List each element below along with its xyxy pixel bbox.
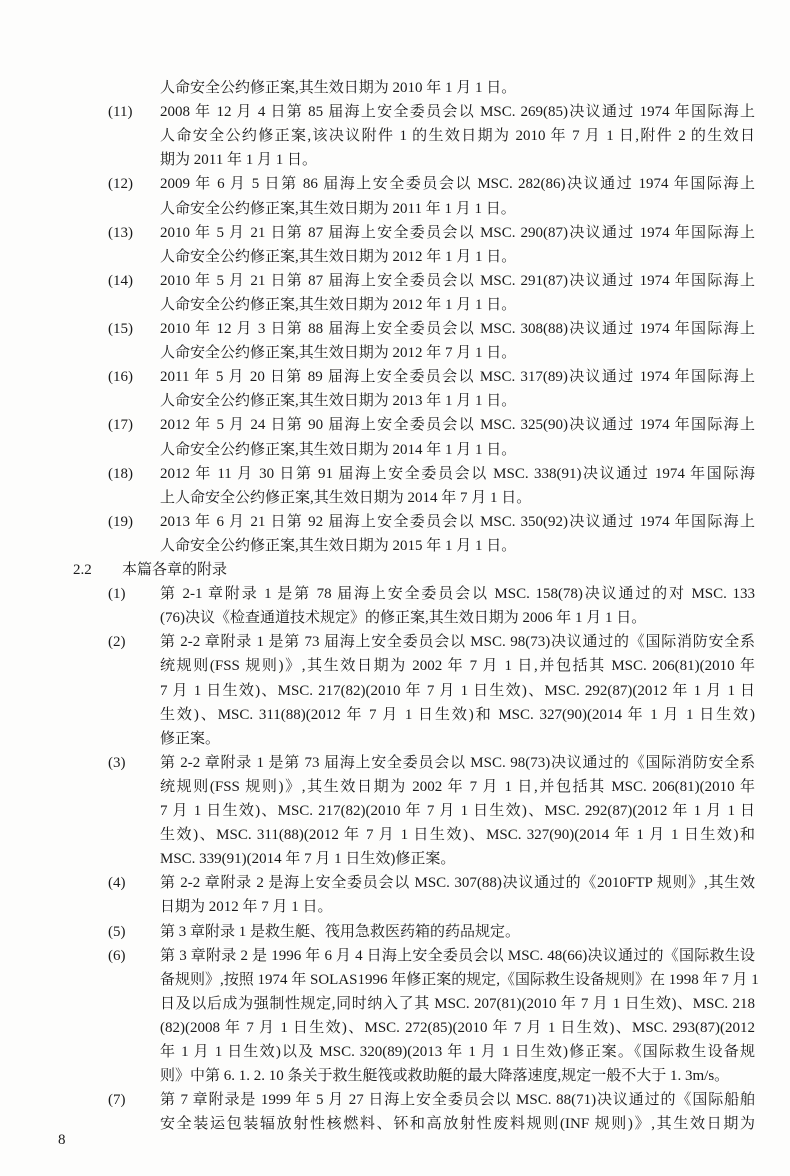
amendment-text-line: 2013 年 6 月 21 日第 92 届海上安全委员会以 MSC. 350(92)决议通过 1974 年国际海上 [160,513,755,530]
appendix-number: (7) [108,1092,126,1109]
amendment-text-line: 人命安全公约修正案,该决议附件 1 的生效日期为 2010 年 7 月 1 日,附件 2 的生效日 [160,128,755,145]
appendix-text-line: 备规则》,按照 1974 年 SOLAS1996 年修正案的规定,《国际救生设备规则》在 1998 年 7 月 1 [160,971,759,988]
page-number: 8 [58,1132,66,1148]
appendix-text-line: 7 月 1 日生效)、MSC. 217(82)(2010 年 7 月 1 日生效)、MSC. 292(87)(2012 年 1 月 1 日 [160,682,755,699]
appendix-text-line: 统规则(FSS 规则)》,其生效日期为 2002 年 7 月 1 日,并包括其 MSC. 206(81)(2010 年 [160,658,755,675]
appendix-text-line: 生效)、MSC. 311(88)(2012 年 7 月 1 日生效)、MSC. 327(90)(2014 年 1 月 1 日生效)和 [160,827,755,844]
appendix-text-line: 年 1 月 1 日生效)以及 MSC. 320(89)(2013 年 1 月 1 日生效)修正案。《国际救生设备规 [160,1044,755,1060]
amendment-text-line: 2011 年 5 月 20 日第 89 届海上安全委员会以 MSC. 317(89)决议通过 1974 年国际海上 [160,369,755,386]
amendment-text-line: 人命安全公约修正案,其生效日期为 2012 年 1 月 1 日。 [160,296,517,313]
amendment-text-line: 2010 年 5 月 21 日第 87 届海上安全委员会以 MSC. 291(87)决议通过 1974 年国际海上 [160,272,755,289]
amendment-number: (12) [108,176,133,193]
appendix-text-line: 统规则(FSS 规则)》,其生效日期为 2002 年 7 月 1 日,并包括其 MSC. 206(81)(2010 年 [160,778,755,795]
amendment-number: (11) [108,104,133,121]
appendix-text-line: (82)(2008 年 7 月 1 日生效)、MSC. 272(85)(2010 年 7 月 1 日生效)、MSC. 293(87)(2012 [160,1019,755,1036]
section-title: 本篇各章的附录 [122,562,228,578]
amendment-text-line: 2010 年 5 月 21 日第 87 届海上安全委员会以 MSC. 290(87)决议通过 1974 年国际海上 [160,224,755,241]
appendix-text-line: 第 2-2 章附录 2 是海上安全委员会以 MSC. 307(88)决议通过的《2010FTP 规则》,其生效 [160,875,755,892]
appendix-text-line: 7 月 1 日生效)、MSC. 217(82)(2010 年 7 月 1 日生效)、MSC. 292(87)(2012 年 1 月 1 日 [160,803,755,819]
paragraph-line: 人命安全公约修正案,其生效日期为 2010 年 1 月 1 日。 [160,80,517,96]
amendment-number: (18) [108,465,133,482]
amendment-text-line: 人命安全公约修正案,其生效日期为 2011 年 1 月 1 日。 [160,200,516,217]
appendix-text-line: 安全装运包装辐放射性核燃料、钚和高放射性废料规则(INF 规则)》,其生效日期为 [160,1116,755,1133]
appendix-text-line: 日及以后成为强制性规定,同时纳入了其 MSC. 207(81)(2010 年 7 月 1 日生效)、MSC. 218 [160,995,755,1012]
amendment-number: (19) [108,513,133,530]
amendment-text-line: 2010 年 12 月 3 日第 88 届海上安全委员会以 MSC. 308(88)决议通过 1974 年国际海上 [160,321,755,337]
appendix-number: (2) [108,634,126,651]
amendment-text-line: 期为 2011 年 1 月 1 日。 [160,152,317,169]
appendix-number: (1) [108,586,126,603]
appendix-text-line: (76)决议《检查通道技术规定》的修正案,其生效日期为 2006 年 1 月 1 日。 [160,610,647,627]
amendment-text-line: 人命安全公约修正案,其生效日期为 2015 年 1 月 1 日。 [160,537,517,554]
amendment-number: (13) [108,224,133,241]
amendment-text-line: 人命安全公约修正案,其生效日期为 2013 年 1 月 1 日。 [160,393,517,410]
amendment-number: (17) [108,417,133,434]
appendix-number: (5) [108,923,126,940]
amendment-number: (14) [108,272,133,289]
amendment-number: (15) [108,321,133,337]
appendix-text-line: 日期为 2012 年 7 月 1 日。 [160,899,333,916]
appendix-text-line: 第 7 章附录是 1999 年 5 月 27 日海上安全委员会以 MSC. 88(71)决议通过的《国际船舶 [160,1092,755,1109]
appendix-number: (4) [108,875,126,892]
appendix-text-line: 第 3 章附录 2 是 1996 年 6 月 4 日海上安全委员会以 MSC. 48(66)决议通过的《国际救生设 [160,947,755,964]
amendment-text-line: 人命安全公约修正案,其生效日期为 2014 年 1 月 1 日。 [160,441,517,458]
appendix-text-line: 第 2-2 章附录 1 是第 73 届海上安全委员会以 MSC. 98(73)决议通过的《国际消防安全系 [160,754,755,771]
section-number: 2.2 [73,562,92,578]
appendix-text-line: 则》中第 6. 1. 2. 10 条关于救生艇筏或救助艇的最大降落速度,规定一般不大于 1. 3m/s。 [160,1068,730,1085]
amendment-text-line: 人命安全公约修正案,其生效日期为 2012 年 7 月 1 日。 [160,345,517,362]
amendment-text-line: 上人命安全公约修正案,其生效日期为 2014 年 7 月 1 日。 [160,489,532,506]
appendix-text-line: 第 2-1 章附录 1 是第 78 届海上安全委员会以 MSC. 158(78)决议通过的对 MSC. 133 [160,586,755,603]
appendix-text-line: 生效)、MSC. 311(88)(2012 年 7 月 1 日生效)和 MSC. 327(90)(2014 年 1 月 1 日生效) [160,706,755,723]
amendment-text-line: 2009 年 6 月 5 日第 86 届海上安全委员会以 MSC. 282(86)决议通过 1974 年国际海上 [160,176,755,193]
appendix-text-line: 修正案。 [160,730,221,747]
appendix-number: (3) [108,754,126,771]
amendment-number: (16) [108,369,133,386]
appendix-number: (6) [108,947,126,964]
amendment-text-line: 人命安全公约修正案,其生效日期为 2012 年 1 月 1 日。 [160,248,517,265]
amendment-text-line: 2012 年 5 月 24 日第 90 届海上安全委员会以 MSC. 325(90)决议通过 1974 年国际海上 [160,417,755,434]
appendix-text-line: 第 2-2 章附录 1 是第 73 届海上安全委员会以 MSC. 98(73)决议通过的《国际消防安全系 [160,634,755,651]
appendix-text-line: MSC. 339(91)(2014 年 7 月 1 日生效)修正案。 [160,851,456,868]
amendment-text-line: 2008 年 12 月 4 日第 85 届海上安全委员会以 MSC. 269(85)决议通过 1974 年国际海上 [160,104,755,121]
appendix-text-line: 第 3 章附录 1 是救生艇、筏用急救医药箱的药品规定。 [160,923,521,940]
amendment-text-line: 2012 年 11 月 30 日第 91 届海上安全委员会以 MSC. 338(91)决议通过 1974 年国际海 [160,465,755,482]
